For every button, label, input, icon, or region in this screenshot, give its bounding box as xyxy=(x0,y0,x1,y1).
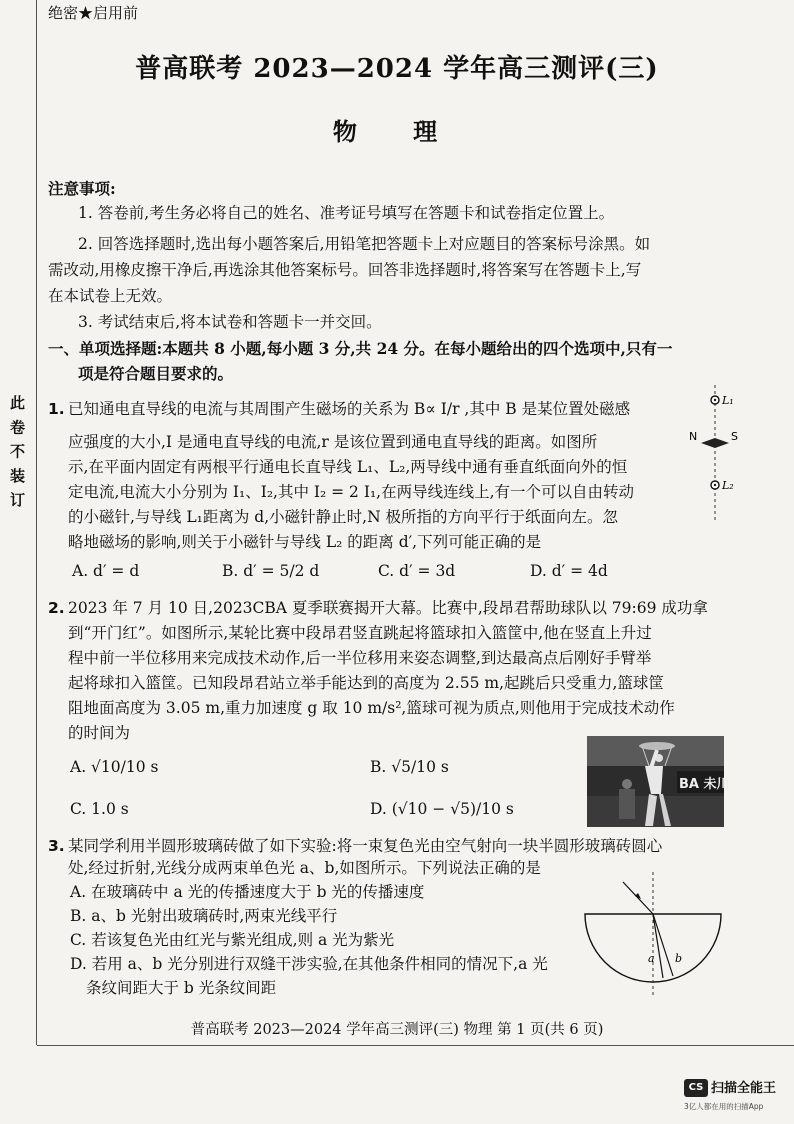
q1-compass-figure xyxy=(687,385,747,520)
q3-option-a: A. 在玻璃砖中 a 光的传播速度大于 b 光的传播速度 xyxy=(70,883,425,901)
label-L2: L₂ xyxy=(722,479,734,492)
q1-line: 示,在平面内固定有两根平行通电长直导线 L₁、L₂,两导线中通有垂直纸面向外的恒 xyxy=(68,458,628,476)
q3-option-d: D. 若用 a、b 光分别进行双缝干涉实验,在其他条件相同的情况下,a 光 xyxy=(70,955,548,973)
q2-option-d: D. (√10 − √5)/10 s xyxy=(370,800,514,818)
section-heading: 一、单项选择题:本题共 8 小题,每小题 3 分,共 24 分。在每小题给出的四个选项中,只有一 xyxy=(48,339,673,358)
q1-line: 定电流,电流大小分别为 I₁、I₂,其中 I₂ = 2 I₁,在两导线连线上,有一个可以自由转动 xyxy=(68,483,635,501)
q2-line: 的时间为 xyxy=(68,724,131,742)
q2-line: 阻地面高度为 3.05 m,重力加速度 g 取 10 m/s²,篮球可视为质点,则他用于完成技术动作 xyxy=(68,699,675,717)
q2-option-b: B. √5/10 s xyxy=(370,758,449,776)
q3-glass-figure xyxy=(583,872,723,998)
section-heading-cont: 项是符合题目要求的。 xyxy=(78,364,234,383)
q2-basketball-photo xyxy=(587,736,730,827)
label-a: a xyxy=(648,952,655,965)
q3-option-d-cont: 条纹间距大于 b 光条纹间距 xyxy=(86,979,277,997)
photo-caption: BA 未川 xyxy=(679,777,730,792)
notice-item-1: 1. 答卷前,考生务必将自己的姓名、准考证号填写在答题卡和试卷指定位置上。 xyxy=(78,204,615,222)
q1-option-c: C. d′ = 3d xyxy=(378,562,456,580)
label-S: S xyxy=(731,430,738,443)
q2-line: 到“开门红”。如图所示,某轮比赛中段昂君竖直跳起将篮球扣入篮筐中,他在竖直上升过 xyxy=(68,624,652,642)
q1-line: 的小磁针,与导线 L₁距离为 d,小磁针静止时,N 极所指的方向平行于纸面向左。忽 xyxy=(68,508,619,526)
q2-number: 2. xyxy=(48,599,65,617)
q3-line: 某同学利用半圆形玻璃砖做了如下实验:将一束复色光由空气射向一块半圆形玻璃砖圆心 xyxy=(68,837,663,855)
q2-line: 起将球扣入篮筐。已知段昂君站立举手能达到的高度为 2.55 m,起跳后只受重力,篮球筐 xyxy=(68,674,664,692)
q3-number: 3. xyxy=(48,837,65,855)
label-L1: L₁ xyxy=(722,394,734,407)
q2-line: 程中前一半位移用来完成技术动作,后一半位移用来姿态调整,到达最高点后刚好手臂举 xyxy=(68,649,652,667)
binding-margin-line xyxy=(36,0,37,1045)
exam-title: 普高联考 2023—2024 学年高三测评(三) xyxy=(135,54,659,84)
q3-line: 处,经过折射,光线分成两束单色光 a、b,如图所示。下列说法正确的是 xyxy=(68,859,541,877)
label-b: b xyxy=(675,952,683,965)
q1-line: 已知通电直导线的电流与其周围产生磁场的关系为 B∝ I/r ,其中 B 是某位置处磁感 xyxy=(68,400,631,418)
q2-option-c: C. 1.0 s xyxy=(70,800,129,818)
scanner-app-name: 扫描全能王 xyxy=(711,1081,777,1096)
notice-item-2-end: 在本试卷上无效。 xyxy=(48,287,173,305)
notice-item-2: 2. 回答选择题时,选出每小题答案后,用铅笔把答题卡上对应题目的答案标号涂黑。如 xyxy=(78,235,651,253)
scanner-tagline: 3亿人都在用的扫描App xyxy=(684,1102,764,1111)
camscanner-logo-icon: CS xyxy=(684,1079,708,1097)
binding-text: 此 卷 不 装 订 xyxy=(8,395,26,509)
q3-option-c: C. 若该复色光由红光与紫光组成,则 a 光为紫光 xyxy=(70,931,395,949)
q1-option-a: A. d′ = d xyxy=(72,562,140,580)
secret-label: 绝密★启用前 xyxy=(48,4,139,22)
subject-title: 物 理 xyxy=(332,117,462,146)
notice-item-2-cont: 需改动,用橡皮擦干净后,再选涂其他答案标号。回答非选择题时,将答案写在答题卡上,写 xyxy=(48,261,642,279)
notice-heading: 注意事项: xyxy=(48,179,116,198)
footer-divider xyxy=(37,1045,794,1046)
page-footer: 普高联考 2023—2024 学年高三测评(三) 物理 第 1 页(共 6 页) xyxy=(190,1022,604,1038)
q3-option-b: B. a、b 光射出玻璃砖时,两束光线平行 xyxy=(70,907,338,925)
q2-line: 2023 年 7 月 10 日,2023CBA 夏季联赛揭开大幕。比赛中,段昂君帮助球队以 79:69 成功拿 xyxy=(68,599,708,617)
notice-item-3: 3. 考试结束后,将本试卷和答题卡一并交回。 xyxy=(78,313,382,331)
q1-number: 1. xyxy=(48,400,65,418)
q1-line: 应强度的大小,I 是通电直导线的电流,r 是该位置到通电直导线的距离。如图所 xyxy=(68,433,598,451)
q2-option-a: A. √10/10 s xyxy=(70,758,159,776)
q1-option-b: B. d′ = 5/2 d xyxy=(222,562,320,580)
q1-option-d: D. d′ = 4d xyxy=(530,562,608,580)
q1-line: 略地磁场的影响,则关于小磁针与导线 L₂ 的距离 d′,下列可能正确的是 xyxy=(68,533,542,551)
label-N: N xyxy=(689,430,698,443)
